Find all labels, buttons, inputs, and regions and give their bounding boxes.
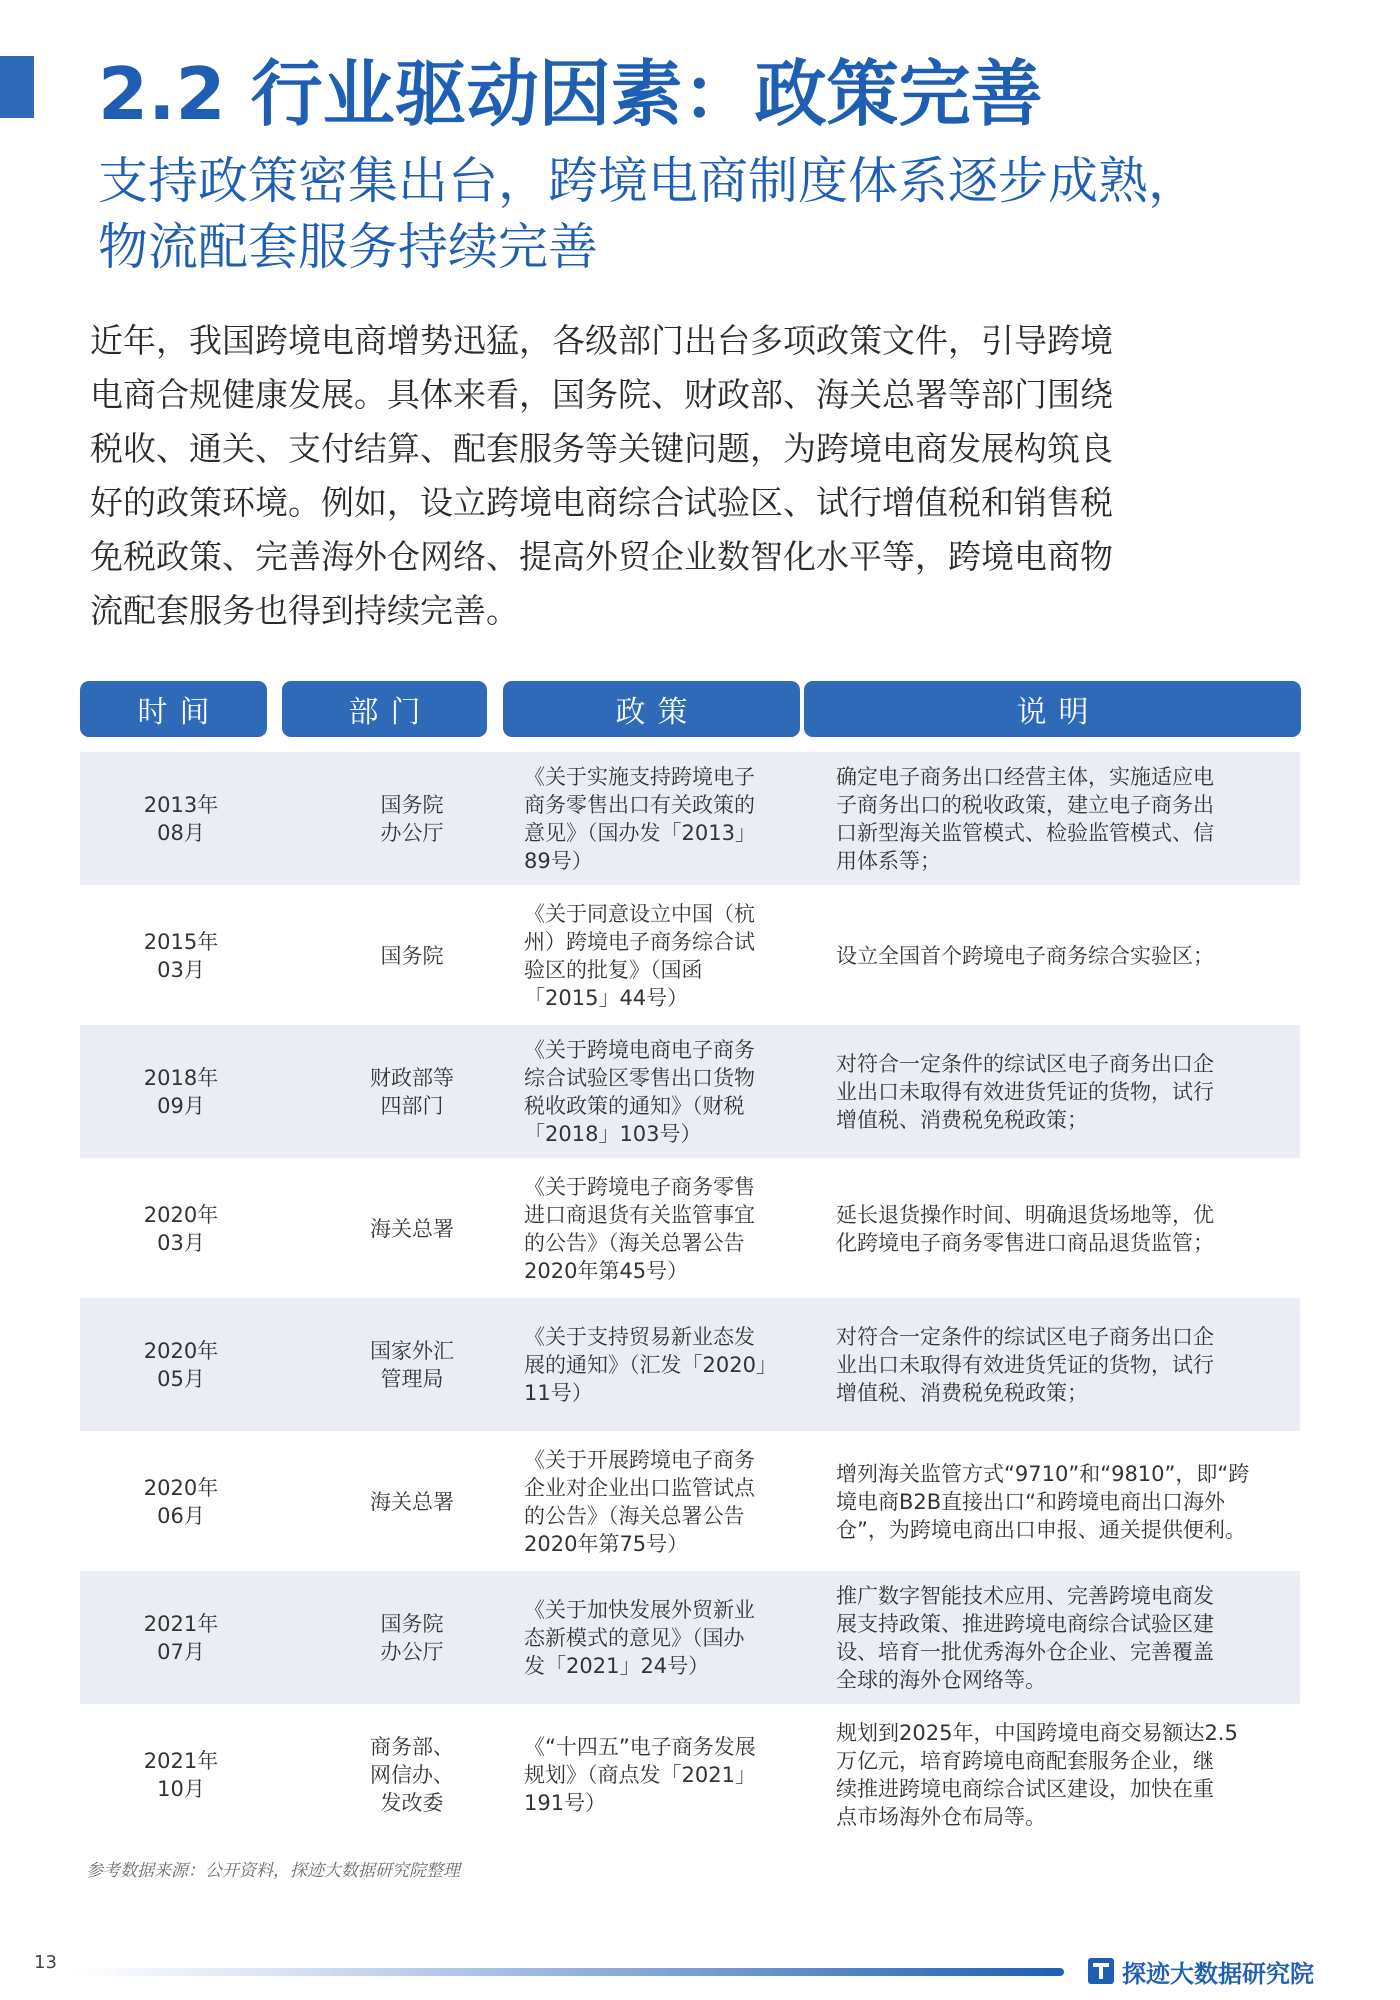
cell-line: 综合试验区零售出口货物 — [524, 1065, 755, 1090]
cell-line: 态新模式的意见》（国办 — [524, 1625, 745, 1650]
cell-line: 09月 — [157, 1093, 205, 1118]
cell-line: 发「2021」24号） — [524, 1653, 710, 1678]
cell-line: 2015年 — [143, 929, 219, 954]
cell-line: 续推进跨境电商综合试区建设，加快在重 — [836, 1776, 1214, 1801]
cell-line: 企业对企业出口监管试点 — [524, 1475, 755, 1500]
cell-dept — [307, 752, 517, 885]
page-subtitle — [98, 148, 1358, 280]
cell-date — [80, 752, 282, 885]
intro-line: 好的政策环境。例如，设立跨境电商综合试验区、试行增值税和销售税 — [90, 483, 1113, 522]
intro-line: 税收、通关、支付结算、配套服务等关键问题，为跨境电商发展构筑良 — [90, 429, 1113, 468]
cell-date-text — [144, 791, 218, 847]
cell-policy-text — [524, 1036, 755, 1148]
cell-date — [80, 1435, 282, 1568]
cell-desc — [822, 1708, 1297, 1841]
cell-desc-text — [836, 1201, 1214, 1257]
cell-line: 海关总署 — [370, 1489, 454, 1514]
intro-line: 流配套服务也得到持续完善。 — [90, 591, 519, 630]
cell-date-text — [144, 928, 218, 984]
header-cell-department: 部门 — [282, 681, 487, 737]
cell-line: 05月 — [157, 1366, 205, 1391]
cell-dept — [307, 1435, 517, 1568]
cell-desc — [822, 1571, 1297, 1704]
cell-desc — [822, 1162, 1297, 1295]
cell-line: 06月 — [157, 1503, 205, 1528]
cell-dept-text — [370, 1215, 454, 1243]
cell-policy — [510, 1025, 810, 1158]
cell-line: 管理局 — [380, 1366, 444, 1391]
cell-date — [80, 1298, 282, 1431]
cell-line: 《关于同意设立中国（杭 — [524, 901, 755, 926]
cell-date — [80, 1708, 282, 1841]
cell-policy-text — [524, 1733, 756, 1817]
cell-line: 2020年第45号） — [524, 1258, 689, 1283]
cell-line: 2018年 — [143, 1065, 219, 1090]
side-accent-bar — [0, 56, 34, 118]
cell-date — [80, 1025, 282, 1158]
cell-line: 税收政策的通知》（财税 — [524, 1093, 745, 1118]
cell-desc — [822, 889, 1297, 1022]
cell-line: 11号） — [524, 1380, 593, 1405]
footer-gradient-bar — [72, 1968, 1064, 1976]
cell-line: 商务零售出口有关政策的 — [524, 792, 755, 817]
cell-date-text — [144, 1610, 218, 1666]
cell-line: 对符合一定条件的综试区电子商务出口企 — [836, 1324, 1214, 1349]
cell-line: 发改委 — [380, 1790, 444, 1815]
cell-line: 03月 — [157, 1230, 205, 1255]
table-row — [80, 889, 1300, 1022]
brand-name: 探迹大数据研究院 — [1122, 1959, 1314, 1988]
cell-line: 《关于跨境电子商务零售 — [524, 1174, 755, 1199]
brand-t-icon — [1088, 1958, 1114, 1984]
cell-line: 业出口未取得有效进货凭证的货物，试行 — [836, 1079, 1214, 1104]
cell-desc-text — [836, 1050, 1214, 1134]
cell-line: 验区的批复》（国函 — [524, 957, 703, 982]
cell-line: 海关总署 — [370, 1216, 454, 1241]
cell-line: 「2015」44号） — [524, 985, 689, 1010]
cell-dept-text — [370, 1733, 454, 1817]
cell-line: 08月 — [157, 820, 205, 845]
cell-line: 商务部、 — [370, 1734, 454, 1759]
cell-date-text — [144, 1064, 218, 1120]
cell-line: 财政部等 — [370, 1065, 454, 1090]
cell-line: 化跨境电子商务零售进口商品退货监管； — [836, 1230, 1214, 1255]
intro-line: 电商合规健康发展。具体来看，国务院、财政部、海关总署等部门围绕 — [90, 375, 1113, 414]
cell-line: 国务院 — [380, 943, 444, 968]
table-row — [80, 1298, 1300, 1431]
cell-desc-text — [836, 942, 1214, 970]
cell-line: 89号） — [524, 848, 593, 873]
cell-line: 意见》（国办发「2013」 — [524, 820, 756, 845]
cell-line: 四部门 — [380, 1093, 444, 1118]
cell-desc — [822, 1298, 1297, 1431]
cell-desc-text — [836, 1582, 1214, 1694]
cell-date-text — [144, 1337, 218, 1393]
subtitle-line: 物流配套服务持续完善 — [98, 218, 598, 276]
cell-line: 用体系等； — [836, 848, 941, 873]
intro-line: 近年，我国跨境电商增势迅猛，各级部门出台多项政策文件，引导跨境 — [90, 321, 1113, 360]
cell-line: 2020年 — [143, 1202, 219, 1227]
cell-policy-text — [524, 1173, 755, 1285]
cell-dept — [307, 889, 517, 1022]
cell-date-text — [144, 1201, 218, 1257]
cell-line: 《关于支持贸易新业态发 — [524, 1324, 755, 1349]
cell-dept-text — [370, 1488, 454, 1516]
table-row — [80, 1435, 1300, 1568]
header-cell-policy: 政策 — [503, 681, 800, 737]
cell-policy-text — [524, 1596, 755, 1680]
cell-line: 2020年 — [143, 1475, 219, 1500]
header-cell-description: 说明 — [804, 681, 1301, 737]
intro-paragraph — [90, 314, 1270, 638]
table-row — [80, 1162, 1300, 1295]
cell-policy — [510, 1298, 810, 1431]
cell-policy-text — [524, 900, 755, 1012]
cell-date — [80, 889, 282, 1022]
cell-line: 设立全国首个跨境电子商务综合实验区； — [836, 943, 1214, 968]
cell-dept — [307, 1298, 517, 1431]
cell-line: 展支持政策、推进跨境电商综合试验区建 — [836, 1611, 1214, 1636]
cell-line: 子商务出口的税收政策，建立电子商务出 — [836, 792, 1214, 817]
cell-line: 万亿元，培育跨境电商配套服务企业，继 — [836, 1748, 1214, 1773]
cell-dept-text — [370, 1064, 454, 1120]
cell-line: 进口商退货有关监管事宜 — [524, 1202, 755, 1227]
cell-line: 的公告》（海关总署公告 — [524, 1503, 745, 1528]
table-row — [80, 752, 1300, 885]
cell-line: 的公告》（海关总署公告 — [524, 1230, 745, 1255]
cell-line: 增列海关监管方式“9710”和“9810”，即“跨 — [836, 1461, 1250, 1486]
policy-table-header — [80, 681, 1300, 737]
cell-line: 规划到2025年，中国跨境电商交易额达2.5 — [836, 1720, 1238, 1745]
cell-policy-text — [524, 763, 756, 875]
cell-line: 增值税、消费税免税政策； — [836, 1107, 1088, 1132]
cell-dept — [307, 1162, 517, 1295]
cell-line: 展的通知》（汇发「2020」 — [524, 1352, 777, 1377]
page-title: 2.2 行业驱动因素：政策完善 — [98, 52, 1043, 136]
cell-line: 国务院 — [380, 1611, 444, 1636]
cell-date-text — [144, 1474, 218, 1530]
cell-dept — [307, 1571, 517, 1704]
page-number: 13 — [34, 1952, 57, 1973]
cell-dept-text — [370, 1337, 454, 1393]
cell-date — [80, 1162, 282, 1295]
cell-line: 设、培育一批优秀海外仓企业、完善覆盖 — [836, 1639, 1214, 1664]
cell-policy — [510, 889, 810, 1022]
cell-line: 延长退货操作时间、明确退货场地等，优 — [836, 1202, 1214, 1227]
cell-date — [80, 1571, 282, 1704]
header-cell-time: 时间 — [80, 681, 267, 737]
cell-policy — [510, 1571, 810, 1704]
table-row — [80, 1571, 1300, 1704]
cell-policy — [510, 1162, 810, 1295]
cell-dept — [307, 1708, 517, 1841]
cell-desc-text — [836, 763, 1214, 875]
cell-line: 2020年第75号） — [524, 1531, 689, 1556]
cell-desc — [822, 752, 1297, 885]
cell-line: 推广数字智能技术应用、完善跨境电商发 — [836, 1583, 1214, 1608]
cell-dept-text — [381, 1610, 444, 1666]
cell-line: 2021年 — [143, 1748, 219, 1773]
cell-line: 《关于开展跨境电子商务 — [524, 1447, 755, 1472]
source-note: 参考数据来源：公开资料，探迹大数据研究院整理 — [86, 1861, 460, 1881]
cell-line: 点市场海外仓布局等。 — [836, 1804, 1046, 1829]
cell-dept-text — [381, 942, 444, 970]
cell-line: 州）跨境电子商务综合试 — [524, 929, 755, 954]
cell-line: 2013年 — [143, 792, 219, 817]
cell-line: 2021年 — [143, 1611, 219, 1636]
cell-line: 国务院 — [380, 792, 444, 817]
cell-line: 增值税、消费税免税政策； — [836, 1380, 1088, 1405]
brand-logo — [1088, 1953, 1314, 1989]
cell-line: 191号） — [524, 1790, 607, 1815]
cell-line: 《关于加快发展外贸新业 — [524, 1597, 755, 1622]
cell-desc-text — [836, 1719, 1238, 1831]
cell-line: 口新型海关监管模式、检验监管模式、信 — [836, 820, 1214, 845]
cell-line: 《“十四五”电子商务发展 — [524, 1734, 756, 1759]
cell-desc — [822, 1435, 1297, 1568]
cell-line: 办公厅 — [380, 820, 444, 845]
cell-policy-text — [524, 1323, 777, 1407]
cell-line: 《关于跨境电商电子商务 — [524, 1037, 755, 1062]
cell-line: 业出口未取得有效进货凭证的货物，试行 — [836, 1352, 1214, 1377]
cell-line: 「2018」103号） — [524, 1121, 702, 1146]
cell-desc — [822, 1025, 1297, 1158]
cell-dept-text — [381, 791, 444, 847]
cell-line: 办公厅 — [380, 1639, 444, 1664]
cell-line: 2020年 — [143, 1338, 219, 1363]
cell-policy-text — [524, 1446, 755, 1558]
cell-line: 网信办、 — [370, 1762, 454, 1787]
cell-line: 《关于实施支持跨境电子 — [524, 764, 755, 789]
cell-desc-text — [836, 1323, 1214, 1407]
cell-date-text — [144, 1747, 218, 1803]
cell-policy — [510, 1708, 810, 1841]
cell-policy — [510, 1435, 810, 1568]
cell-line: 仓”，为跨境电商出口申报、通关提供便利。 — [836, 1517, 1246, 1542]
cell-line: 确定电子商务出口经营主体，实施适应电 — [836, 764, 1214, 789]
table-row — [80, 1708, 1300, 1841]
cell-line: 规划》（商点发「2021」 — [524, 1762, 756, 1787]
cell-policy — [510, 752, 810, 885]
cell-line: 07月 — [157, 1639, 205, 1664]
intro-line: 免税政策、完善海外仓网络、提高外贸企业数智化水平等，跨境电商物 — [90, 537, 1113, 576]
subtitle-line: 支持政策密集出台，跨境电商制度体系逐步成熟， — [98, 152, 1198, 210]
cell-line: 10月 — [157, 1776, 205, 1801]
cell-desc-text — [836, 1460, 1249, 1544]
cell-dept — [307, 1025, 517, 1158]
table-row — [80, 1025, 1300, 1158]
cell-line: 对符合一定条件的综试区电子商务出口企 — [836, 1051, 1214, 1076]
cell-line: 境电商B2B直接出口“和跨境电商出口海外 — [836, 1489, 1226, 1514]
cell-line: 03月 — [157, 957, 205, 982]
cell-line: 国家外汇 — [370, 1338, 454, 1363]
cell-line: 全球的海外仓网络等。 — [836, 1667, 1046, 1692]
